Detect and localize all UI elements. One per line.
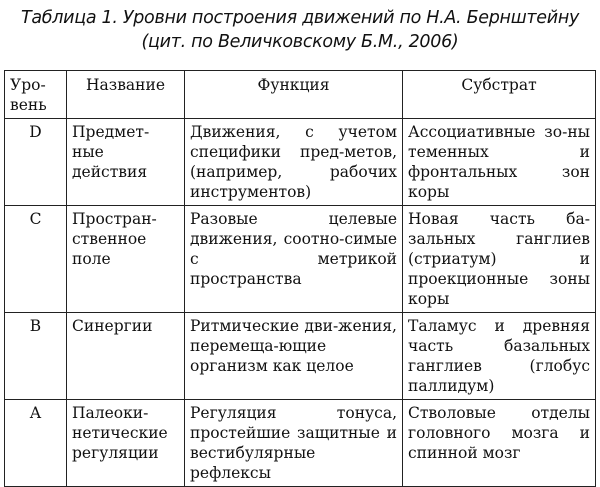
substrate-cell: Таламус и древняя часть базальных ганглиев (глобус паллидум) xyxy=(403,313,596,400)
substrate-cell: Стволовые отделы головного мозга и спинной мозг xyxy=(403,400,596,487)
name-cell: Простран-ственное поле xyxy=(67,206,185,313)
level-cell: D xyxy=(5,119,67,206)
function-cell: Разовые целевые движения, соотно-симые с метрикой пространства xyxy=(185,206,403,313)
header-substrate: Субстрат xyxy=(403,71,596,119)
caption-title: Таблица 1. Уровни построения движений по Н.А. Бернштейну xyxy=(20,8,580,28)
table-caption xyxy=(0,6,600,54)
table-row xyxy=(5,400,596,487)
name-cell: Предмет-ные действия xyxy=(67,119,185,206)
table-row xyxy=(5,119,596,206)
header-name: Название xyxy=(67,71,185,119)
level-cell: C xyxy=(5,206,67,313)
level-cell: A xyxy=(5,400,67,487)
function-cell: Регуляция тонуса, простейшие защитные и вестибулярные рефлексы xyxy=(185,400,403,487)
function-cell: Движения, с учетом специфики пред-метов, (например, рабочих инструментов) xyxy=(185,119,403,206)
movement-levels-table xyxy=(4,70,596,487)
table-row xyxy=(5,313,596,400)
caption-source: (цит. по Величковскому Б.М., 2006) xyxy=(141,32,459,52)
name-cell: Палеоки-нетические регуляции xyxy=(67,400,185,487)
header-function: Функция xyxy=(185,71,403,119)
substrate-cell: Ассоциативные зо-ны теменных и фронтальных зон коры xyxy=(403,119,596,206)
name-cell: Синергии xyxy=(67,313,185,400)
function-cell: Ритмические дви-жения, перемеща-ющие организм как целое xyxy=(185,313,403,400)
table-header-row xyxy=(5,71,596,119)
header-level: Уро-вень xyxy=(5,71,67,119)
level-cell: B xyxy=(5,313,67,400)
table-row xyxy=(5,206,596,313)
substrate-cell: Новая часть ба-зальных ганглиев (стриатум) и проекционные зоны коры xyxy=(403,206,596,313)
